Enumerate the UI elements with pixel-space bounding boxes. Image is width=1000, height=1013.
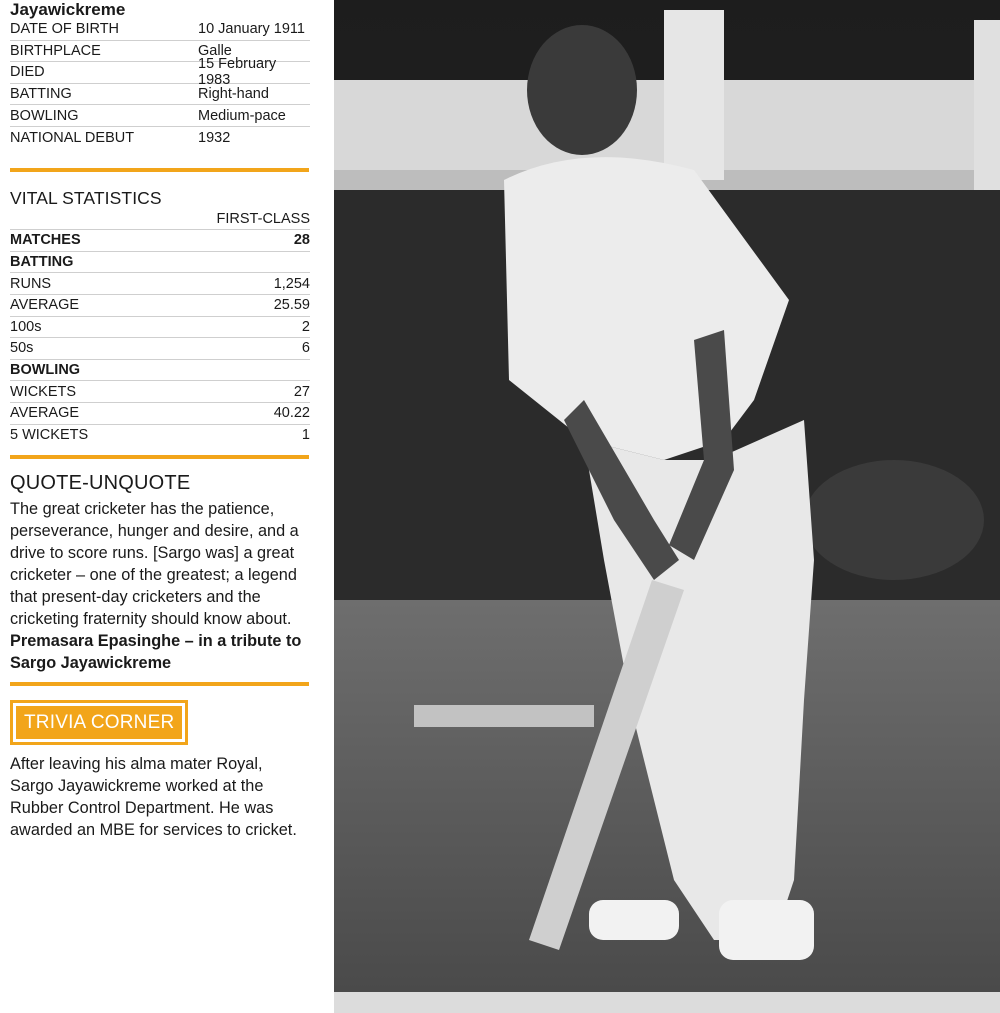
profile-value: 15 February 1983 bbox=[198, 56, 277, 89]
first-class-header: FIRST-CLASS bbox=[216, 210, 310, 227]
profile-label: BOWLING bbox=[10, 107, 79, 124]
stats-row bbox=[10, 317, 310, 339]
stats-value: 1 bbox=[301, 427, 310, 444]
profile-table bbox=[10, 19, 310, 149]
profile-label: DATE OF BIRTH bbox=[10, 21, 120, 38]
profile-value: Galle bbox=[198, 42, 232, 59]
profile-label: BATTING bbox=[10, 86, 72, 103]
quote-text: The great cricketer has the patience, perseverance, hunger and desire, and a drive to score runs. [Sargo was] a great cricketer – one of the greatest; a legend that present-day cricketers and the cricketing fraternity should know about. bbox=[10, 500, 299, 629]
stats-row bbox=[10, 338, 310, 360]
quote-attribution: Premasara Epasinghe – in a tribute to Sargo Jayawickreme bbox=[10, 632, 302, 673]
photo-border bbox=[334, 992, 1000, 1013]
stats-value: 27 bbox=[293, 383, 310, 400]
stats-value: 25.59 bbox=[273, 297, 310, 314]
section-divider bbox=[10, 682, 309, 686]
stats-row bbox=[10, 273, 310, 295]
stats-label: 5 WICKETS bbox=[10, 427, 89, 444]
profile-row bbox=[10, 19, 310, 41]
stats-heading-label: BOWLING bbox=[10, 362, 81, 379]
quote-title: QUOTE-UNQUOTE bbox=[10, 472, 191, 495]
profile-label: BIRTHPLACE bbox=[10, 42, 101, 59]
stats-label: RUNS bbox=[10, 275, 52, 292]
column-header bbox=[10, 209, 310, 231]
stats-row bbox=[10, 381, 310, 403]
profile-value: 1932 bbox=[198, 129, 231, 146]
vital-statistics-title: VITAL STATISTICS bbox=[10, 187, 162, 208]
player-name: Jayawickreme bbox=[10, 0, 126, 19]
stats-value: 28 bbox=[293, 232, 310, 249]
stats-label: MATCHES bbox=[10, 232, 81, 249]
stats-row bbox=[10, 403, 310, 425]
trivia-badge bbox=[10, 700, 188, 745]
stats-label: WICKETS bbox=[10, 383, 77, 400]
profile-row bbox=[10, 84, 310, 106]
profile-value: Right-hand bbox=[198, 86, 269, 103]
stats-value: 40.22 bbox=[273, 405, 310, 422]
player-photo bbox=[334, 0, 1000, 992]
profile-row bbox=[10, 127, 310, 149]
stats-heading-label: BATTING bbox=[10, 254, 74, 271]
profile-value: Medium-pace bbox=[198, 107, 286, 124]
profile-label: NATIONAL DEBUT bbox=[10, 129, 135, 146]
bowling-heading bbox=[10, 360, 310, 382]
stats-label: 50s bbox=[10, 340, 34, 357]
stats-value: 2 bbox=[301, 318, 310, 335]
stats-label: AVERAGE bbox=[10, 297, 80, 314]
profile-label: DIED bbox=[10, 64, 45, 81]
batting-heading bbox=[10, 252, 310, 274]
stats-label: AVERAGE bbox=[10, 405, 80, 422]
cricketer-photo-illustration bbox=[334, 0, 1000, 992]
player-profile-sidebar bbox=[10, 0, 310, 841]
profile-row bbox=[10, 56, 310, 89]
section-divider bbox=[10, 455, 309, 459]
trivia-text: After leaving his alma mater Royal, Sargo Jayawickreme worked at the Rubber Control Department. He was awarded an MBE for services to cricket. bbox=[10, 755, 297, 840]
stats-row bbox=[10, 295, 310, 317]
stats-row-matches bbox=[10, 230, 310, 252]
stats-label: 100s bbox=[10, 318, 42, 335]
profile-row bbox=[10, 105, 310, 127]
section-divider bbox=[10, 168, 309, 172]
trivia-title: TRIVIA CORNER bbox=[16, 706, 182, 739]
profile-value: 10 January 1911 bbox=[198, 21, 305, 38]
stats-value: 6 bbox=[301, 340, 310, 357]
stats-value: 1,254 bbox=[273, 275, 310, 292]
stats-row bbox=[10, 425, 310, 447]
vital-statistics-table bbox=[10, 209, 310, 447]
